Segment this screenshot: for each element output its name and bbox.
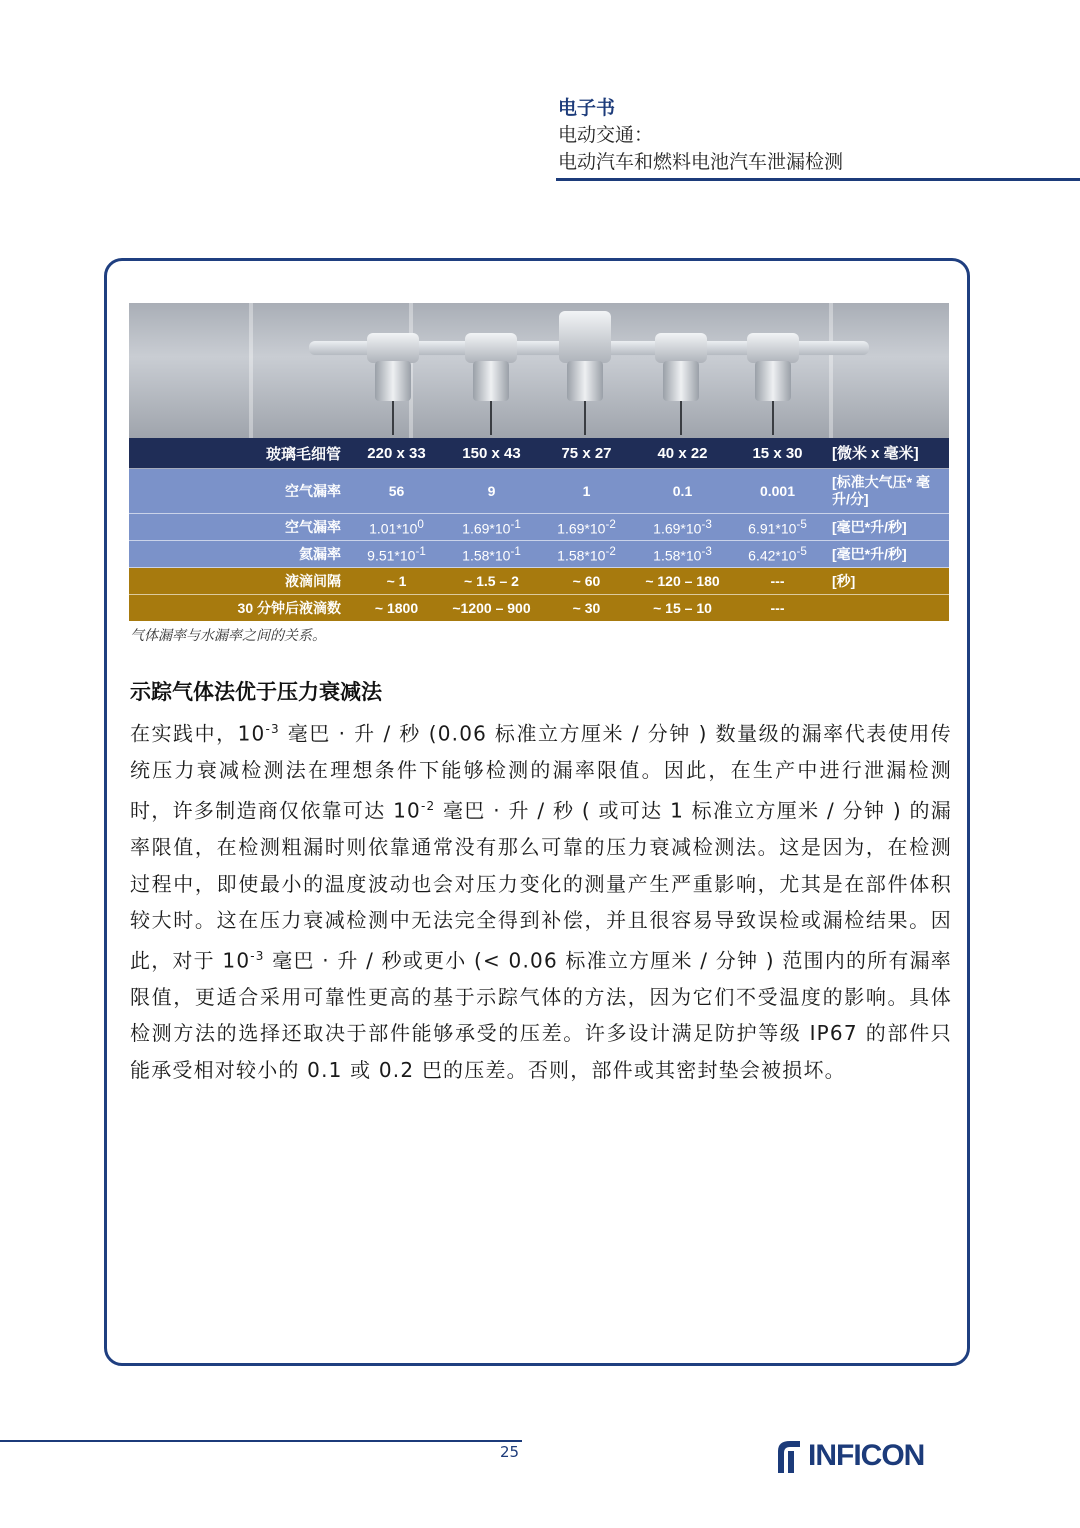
value-base: 1.69*10 xyxy=(557,520,606,537)
table-cell: 150 x 43 xyxy=(444,438,539,469)
table-cell: ~ 120 – 180 xyxy=(634,568,731,595)
table-row xyxy=(129,541,949,568)
photo-valve xyxy=(755,361,791,401)
value-exponent: -2 xyxy=(605,517,616,531)
value-base: 1.69*10 xyxy=(462,520,511,537)
table-cell: 0.1 xyxy=(634,469,731,514)
unit-cell: [秒] xyxy=(824,568,949,595)
row-label: 30 分钟后液滴数 xyxy=(129,595,349,623)
inficon-wordmark: INFICON xyxy=(808,1439,925,1472)
table-cell: 40 x 22 xyxy=(634,438,731,469)
row-label: 空气漏率 xyxy=(129,469,349,514)
value-exponent: -1 xyxy=(510,517,521,531)
unit-cell: [微米 x 毫米] xyxy=(824,438,949,469)
table-row xyxy=(129,595,949,623)
table-cell: ~ 15 – 10 xyxy=(634,595,731,623)
body-paragraph xyxy=(130,711,952,1088)
photo-valve xyxy=(473,361,509,401)
header-topic: 电动交通： xyxy=(558,124,654,146)
table-cell: ~1200 – 900 xyxy=(444,595,539,623)
body-text: 毫巴 · 升 / 秒 (0.06 标准立方厘米 / 分钟 ) 数量级的漏率代表使用传统压力衰减检测法在理想条件下能够检测的漏率限值。因此，在生产中进行泄漏检测时，许多制造商仅依靠可达 10 xyxy=(130,721,952,823)
inficon-logo xyxy=(772,1436,924,1476)
value-base: 6.42*10 xyxy=(748,547,797,564)
inficon-logo-icon xyxy=(772,1437,802,1475)
table-cell: 220 x 33 xyxy=(349,438,444,469)
table-cell xyxy=(444,514,539,541)
photo-capillary xyxy=(490,401,492,435)
table-cell xyxy=(634,541,731,568)
photo-fitting xyxy=(367,333,419,363)
table-cell xyxy=(349,514,444,541)
table-cell xyxy=(731,514,824,541)
photo-capillary xyxy=(584,401,586,435)
table-cell: 0.001 xyxy=(731,469,824,514)
header-subtitle: 电动汽车和燃料电池汽车泄漏检测 xyxy=(558,151,844,173)
table-cell: 15 x 30 xyxy=(731,438,824,469)
header-divider xyxy=(556,178,1080,181)
unit-cell xyxy=(824,595,949,623)
table-cell xyxy=(731,541,824,568)
value-base: 1.58*10 xyxy=(462,547,511,564)
value-exponent: -1 xyxy=(415,544,426,558)
table-row xyxy=(129,514,949,541)
table-row xyxy=(129,438,949,469)
table-row xyxy=(129,469,949,514)
photo-capillary xyxy=(680,401,682,435)
table-cell: 75 x 27 xyxy=(539,438,634,469)
photo-background-line xyxy=(249,303,253,438)
table-cell: 1 xyxy=(539,469,634,514)
table-cell xyxy=(539,541,634,568)
table-cell: ~ 1 xyxy=(349,568,444,595)
photo-capillary xyxy=(392,401,394,435)
value-exponent: -5 xyxy=(796,517,807,531)
body-text: 在实践中，10 xyxy=(130,721,266,746)
value-base: 1.58*10 xyxy=(557,547,606,564)
footer-divider xyxy=(0,1440,522,1442)
table-cell xyxy=(539,514,634,541)
table-cell: ~ 1.5 – 2 xyxy=(444,568,539,595)
body-text: 毫巴 · 升 / 秒或更小 (< 0.06 标准立方厘米 / 分钟 ) 范围内的所有漏率限值，更适合采用可靠性更高的基于示踪气体的方法，因为它们不受温度的影响。具体检测方法的选择还取决于部件能够承受的压差。许多设计满足防护等级 IP67 的部件只能承受相对较小的 0.1 或 0.2 巴的压差。否则，部件或其密封垫会被损坏。 xyxy=(130,948,952,1082)
value-exponent: -3 xyxy=(701,544,712,558)
table-cell: 9 xyxy=(444,469,539,514)
row-label: 玻璃毛细管 xyxy=(129,438,349,469)
document-header xyxy=(558,94,843,176)
photo-fitting xyxy=(465,333,517,363)
table-cell xyxy=(634,514,731,541)
table-cell: 56 xyxy=(349,469,444,514)
photo-fitting xyxy=(747,333,799,363)
section-title: 示踪气体法优于压力衰减法 xyxy=(130,679,382,704)
value-exponent: 0 xyxy=(417,517,424,531)
table-cell xyxy=(444,541,539,568)
photo-background-line xyxy=(829,303,833,438)
body-exponent: -2 xyxy=(420,799,436,814)
body-exponent: -3 xyxy=(265,722,280,736)
unit-cell: [毫巴*升/秒] xyxy=(824,541,949,568)
table-cell: ~ 30 xyxy=(539,595,634,623)
value-base: 6.91*10 xyxy=(748,520,797,537)
value-base: 1.69*10 xyxy=(653,520,702,537)
unit-cell: [标准大气压* 毫升/分] xyxy=(824,469,949,514)
table-cell: --- xyxy=(731,595,824,623)
value-base: 1.58*10 xyxy=(653,547,702,564)
value-exponent: -3 xyxy=(701,517,712,531)
photo-valve xyxy=(663,361,699,401)
row-label: 液滴间隔 xyxy=(129,568,349,595)
value-base: 9.51*10 xyxy=(367,547,416,564)
figure-caption: 气体漏率与水漏率之间的关系。 xyxy=(130,628,326,644)
header-ebook-label: 电子书 xyxy=(558,97,616,119)
capillary-fittings-photo xyxy=(129,303,949,438)
value-exponent: -5 xyxy=(796,544,807,558)
body-exponent: -3 xyxy=(250,949,265,964)
row-label: 空气漏率 xyxy=(129,514,349,541)
body-text: 毫巴 · 升 / 秒 ( 或可达 1 标准立方厘米 / 分钟 ) 的漏率限值，在检测粗漏时则依靠通常没有那么可靠的压力衰减检测法。这是因为，在检测过程中，即使最小的温度波动也会对压力变化的测量产生严重影响，尤其是在部件体积较大时。这在压力衰减检测中无法完全得到补偿，并且很容易导致误检或漏检结果。因此，对于 10 xyxy=(130,798,952,973)
value-base: 1.01*10 xyxy=(369,520,418,537)
row-label: 氦漏率 xyxy=(129,541,349,568)
table-cell: --- xyxy=(731,568,824,595)
value-exponent: -2 xyxy=(605,544,616,558)
photo-valve xyxy=(567,361,603,401)
table-cell xyxy=(349,541,444,568)
value-exponent: -1 xyxy=(510,544,521,558)
table-row xyxy=(129,568,949,595)
photo-capillary xyxy=(772,401,774,435)
unit-cell: [毫巴*升/秒] xyxy=(824,514,949,541)
photo-fitting xyxy=(559,311,611,363)
page-number: 25 xyxy=(500,1443,520,1461)
photo-fitting xyxy=(655,333,707,363)
photo-valve xyxy=(375,361,411,401)
table-cell: ~ 60 xyxy=(539,568,634,595)
table-cell: ~ 1800 xyxy=(349,595,444,623)
leak-rate-table xyxy=(129,438,949,623)
